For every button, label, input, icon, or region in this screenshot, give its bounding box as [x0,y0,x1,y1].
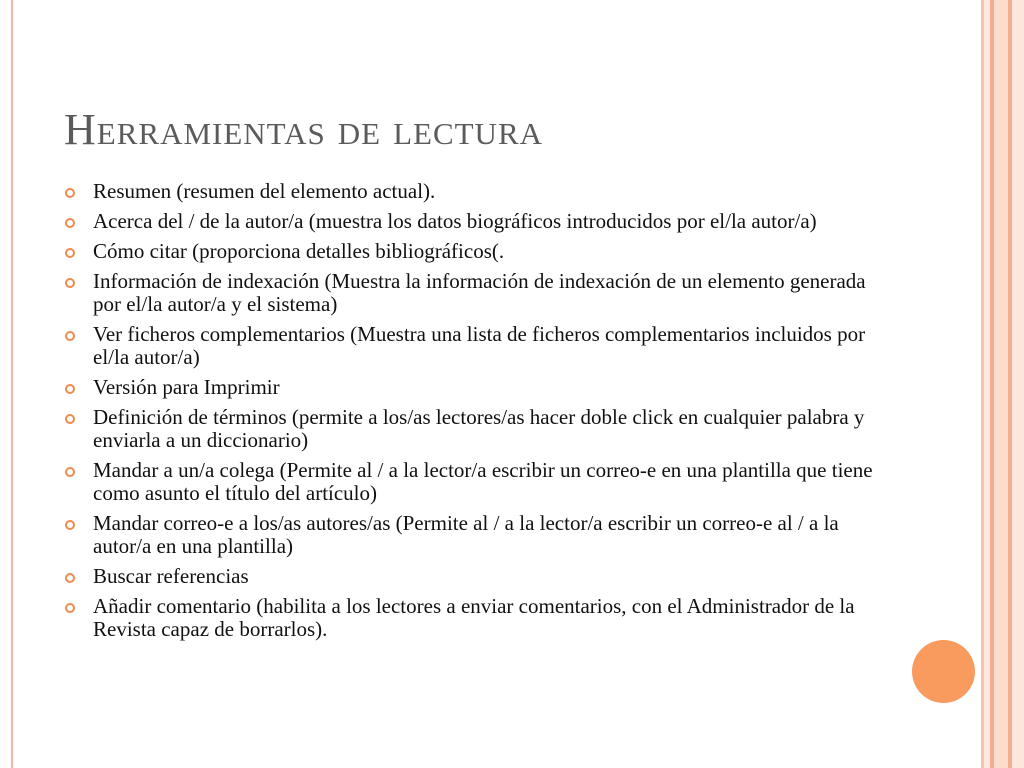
bullet-text: Ver ficheros complementarios (Muestra una lista de ficheros complementarios incluidos por el/la autor/a) [93,322,866,369]
circle-bullet-icon [65,384,75,394]
circle-bullet-icon [65,188,75,198]
left-border-line [11,0,13,768]
circle-bullet-icon [65,278,75,288]
slide-title: Herramientas de lectura [64,105,544,154]
bullet-item [64,512,879,558]
bullet-item [64,240,879,263]
bullet-item [64,323,879,369]
bullet-text: Añadir comentario (habilita a los lectores a enviar comentarios, con el Administrador de la Revista capaz de borrarlos). [93,594,855,641]
bullet-text: Acerca del / de la autor/a (muestra los datos biográficos introducidos por el/la autor/a) [93,209,817,233]
circle-bullet-icon [65,520,75,530]
circle-bullet-icon [65,218,75,228]
right-stripe [1012,0,1024,768]
bullet-item [64,406,879,452]
bullet-text: Resumen (resumen del elemento actual). [93,179,436,203]
bullet-item [64,459,879,505]
circle-bullet-icon [65,467,75,477]
bullet-list [64,180,879,648]
bullet-text: Mandar a un/a colega (Permite al / a la lector/a escribir un correo-e en una plantilla que tiene como asunto el título del artículo) [93,458,873,505]
bullet-item [64,565,879,588]
circle-bullet-icon [65,248,75,258]
right-stripe [994,0,1008,768]
bullet-text: Información de indexación (Muestra la información de indexación de un elemento generada por el/la autor/a y el sistema) [93,269,866,316]
bullet-text: Mandar correo-e a los/as autores/as (Permite al / a la lector/a escribir un correo-e al / a la autor/a en una plantilla) [93,511,839,558]
bullet-text: Cómo citar (proporciona detalles bibliográficos(. [93,239,505,263]
circle-bullet-icon [65,603,75,613]
bullet-text: Definición de términos (permite a los/as lectores/as hacer doble click en cualquier palabra y enviarla a un diccionario) [93,405,865,452]
bullet-item [64,376,879,399]
bullet-item [64,180,879,203]
bullet-item [64,595,879,641]
bullet-item [64,270,879,316]
bullet-item [64,210,879,233]
decorative-circle [912,640,975,703]
circle-bullet-icon [65,331,75,341]
circle-bullet-icon [65,573,75,583]
circle-bullet-icon [65,414,75,424]
bullet-text: Versión para Imprimir [93,375,280,399]
bullet-text: Buscar referencias [93,564,249,588]
